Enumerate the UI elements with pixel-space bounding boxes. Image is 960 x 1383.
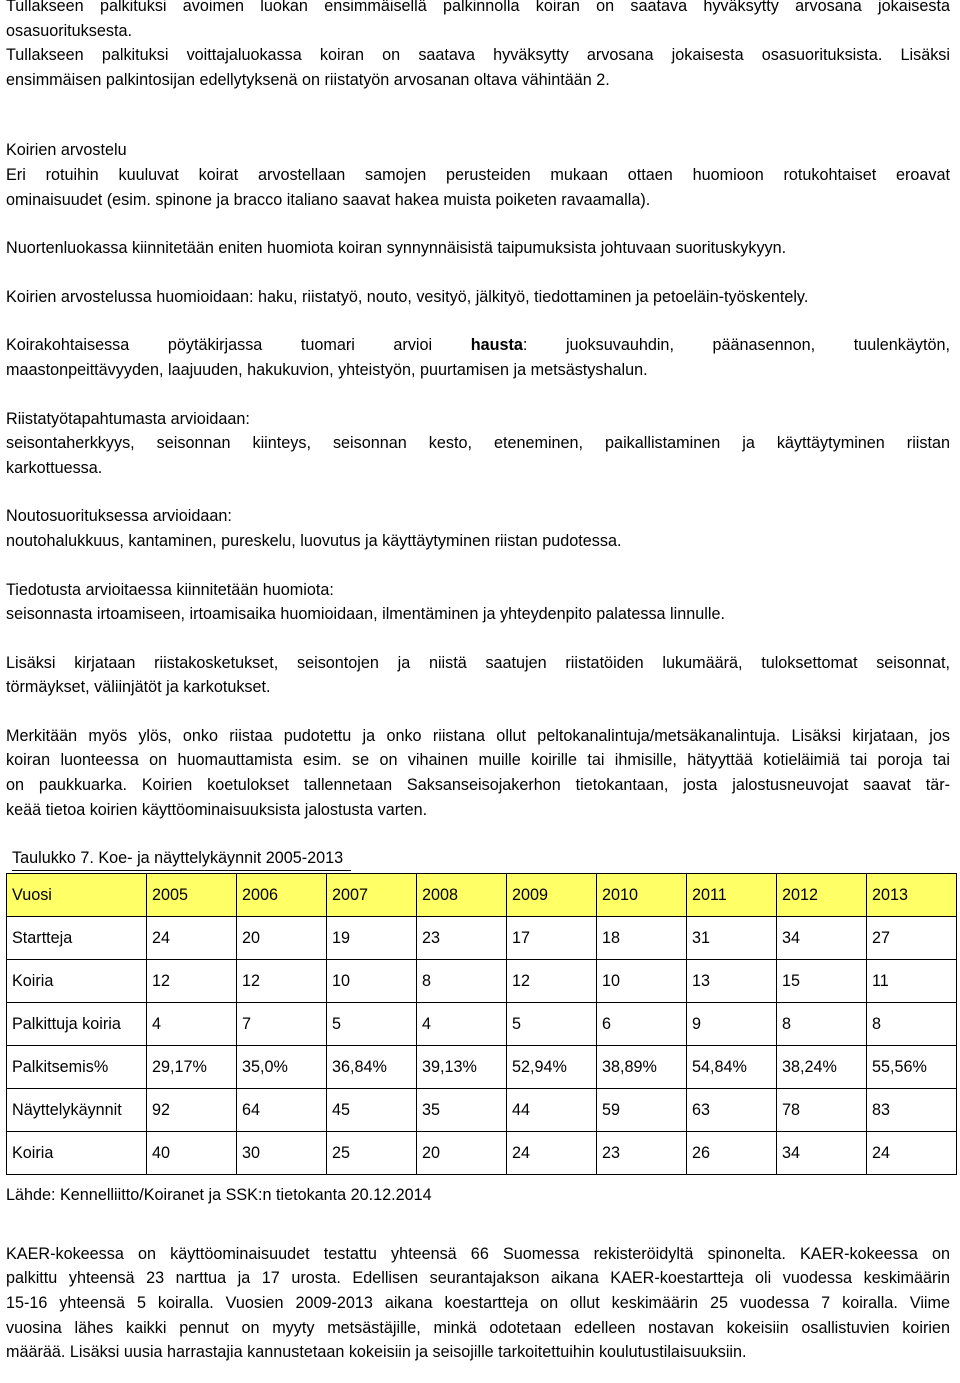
data-table (6, 873, 957, 1175)
paragraph-heading: Riistatyötapahtumasta arvioidaan: (6, 409, 250, 428)
table-cell: 34 (777, 1132, 867, 1175)
text-line: määrää. Lisäksi uusia harrastajia kannustetaan kokeisiin ja seisojille tarkoitettuihin koulutustilaisuuksiin. (6, 1343, 747, 1362)
table-cell: 38,89% (597, 1046, 687, 1089)
table-row (7, 1003, 957, 1046)
text-line: törmäykset, väliinjätöt ja karkotukset. (6, 678, 271, 697)
table-cell: 45 (327, 1089, 417, 1132)
table-cell: 8 (417, 960, 507, 1003)
paragraph (6, 163, 950, 212)
table-cell: 12 (237, 960, 327, 1003)
table-cell: 2006 (237, 874, 327, 917)
table-cell: 18 (597, 917, 687, 960)
table-cell: 11 (867, 960, 957, 1003)
row-label-cell: Startteja (7, 917, 147, 960)
table-cell: 55,56% (867, 1046, 957, 1089)
table-cell: 23 (417, 917, 507, 960)
text-line: palkittu yhteensä 23 narttua ja 17 urosta. Edellisen seurantajakson aikana KAER-koestartteja oli vuodessa keskimäärin (6, 1269, 950, 1288)
text-line (6, 333, 950, 358)
text-line: ensimmäisen palkintosijan edellytyksenä on riistatyön arvosanan oltava vähintään 2. (6, 70, 610, 89)
table-cell: 25 (327, 1132, 417, 1175)
table-cell: 35 (417, 1089, 507, 1132)
paragraph (6, 651, 950, 700)
text-line: seisontaherkkyys, seisonnan kiinteys, seisonnan kesto, eteneminen, paikallistaminen ja käyttäytyminen riistan (6, 434, 950, 453)
bold-term: hausta (470, 336, 523, 355)
table-cell: 24 (147, 917, 237, 960)
table-row (7, 917, 957, 960)
table-cell: 10 (327, 960, 417, 1003)
paragraph (6, 333, 950, 382)
table-cell: 20 (237, 917, 327, 960)
table-cell: 26 (687, 1132, 777, 1175)
table-cell: 23 (597, 1132, 687, 1175)
table-cell: 15 (777, 960, 867, 1003)
table-cell: 20 (417, 1132, 507, 1175)
table-cell: 54,84% (687, 1046, 777, 1089)
table-cell: 2010 (597, 874, 687, 917)
table-cell: 35,0% (237, 1046, 327, 1089)
paragraph-heading: Noutosuorituksessa arvioidaan: (6, 507, 232, 526)
text-line: keää tietoa koirien käyttöominaisuuksista jalostusta varten. (6, 800, 428, 819)
table-row (7, 960, 957, 1003)
table-cell: 2007 (327, 874, 417, 917)
table-cell: 8 (867, 1003, 957, 1046)
table-cell: 8 (777, 1003, 867, 1046)
text-line: osasuorituksesta. (6, 21, 132, 40)
table-cell: 38,24% (777, 1046, 867, 1089)
row-label-cell: Vuosi (7, 874, 147, 917)
text-span: Koirakohtaisessa pöytäkirjassa tuomari arvioi (6, 336, 471, 355)
document-page (6, 0, 950, 1365)
row-label-cell: Palkittuja koiria (7, 1003, 147, 1046)
text-line: KAER-kokeessa on käyttöominaisuudet testattu yhteensä 66 Suomessa rekisteröidyltä spinonelta. KAER-kokeessa on (6, 1244, 950, 1263)
row-label-cell: Koiria (7, 960, 147, 1003)
text-line: Eri rotuihin kuuluvat koirat arvostellaan samojen perusteiden mukaan ottaen huomioon rotukohtaiset eroavat (6, 165, 950, 184)
intro-paragraph (6, 0, 950, 92)
table-caption: Taulukko 7. Koe- ja näyttelykäynnit 2005-2013 (12, 846, 351, 871)
table-cell: 9 (687, 1003, 777, 1046)
table-cell: 12 (147, 960, 237, 1003)
paragraph (6, 407, 950, 481)
table-cell: 2008 (417, 874, 507, 917)
text-line: Merkitään myös ylös, onko riistaa pudotettu ja onko riistana ollut peltokanalintuja/metsäkanalintuja. Lisäksi kirjataan, jos (6, 726, 950, 745)
table-cell: 2009 (507, 874, 597, 917)
table-cell: 30 (237, 1132, 327, 1175)
text-line: karkottuessa. (6, 458, 103, 477)
table-cell: 64 (237, 1089, 327, 1132)
table-cell: 52,94% (507, 1046, 597, 1089)
table-cell: 24 (507, 1132, 597, 1175)
table-cell: 34 (777, 917, 867, 960)
table-cell: 29,17% (147, 1046, 237, 1089)
paragraph-heading: Tiedotusta arvioitaessa kiinnitetään huomiota: (6, 580, 334, 599)
table-cell: 31 (687, 917, 777, 960)
paragraph: Koirien arvostelussa huomioidaan: haku, riistatyö, nouto, vesityö, jälkityö, tiedottaminen ja petoeläin-työskentely. (6, 287, 809, 306)
table-cell: 17 (507, 917, 597, 960)
table-cell: 36,84% (327, 1046, 417, 1089)
table-cell: 2012 (777, 874, 867, 917)
table-cell: 10 (597, 960, 687, 1003)
row-label-cell: Palkitsemis% (7, 1046, 147, 1089)
text-line: ominaisuudet (esim. spinone ja bracco italiano saavat hakea muista poiketen ravaamalla). (6, 190, 651, 209)
table-cell: 12 (507, 960, 597, 1003)
text-line: maastonpeittävyyden, laajuuden, hakukuvion, yhteistyön, puurtamisen ja metsästyshalun. (6, 360, 648, 379)
table-cell: 4 (417, 1003, 507, 1046)
paragraph (6, 724, 950, 822)
table-cell: 2011 (687, 874, 777, 917)
text-line: on paukkuarka. Koirien koetulokset tallennetaan Saksanseisojakerhon tietokantaan, josta jalostusneuvojat saavat tär- (6, 776, 950, 795)
table-cell: 27 (867, 917, 957, 960)
text-line: koiran luonteessa on huomauttamista esim. se on vihainen muille koirille tai ihmisille, hätyyttää kotieläimiä tai poroja tai (6, 751, 950, 770)
text-line: Tullakseen palkituksi avoimen luokan ensimmäisellä palkinnolla koiran on saatava hyväksytty arvosana jokaisesta (6, 0, 950, 15)
text-line: Lisäksi kirjataan riistakosketukset, seisontojen ja niistä saatujen riistatöiden lukumäärä, tuloksettomat seisonnat, (6, 653, 950, 672)
text-line: noutohalukkuus, kantaminen, pureskelu, luovutus ja käyttäytyminen riistan pudotessa. (6, 531, 622, 550)
table-row (7, 1132, 957, 1175)
table-cell: 13 (687, 960, 777, 1003)
table-cell: 40 (147, 1132, 237, 1175)
kaer-paragraph (6, 1242, 950, 1365)
row-label-cell: Näyttelykäynnit (7, 1089, 147, 1132)
paragraph (6, 504, 950, 553)
table-source: Lähde: Kennelliitto/Koiranet ja SSK:n tietokanta 20.12.2014 (6, 1186, 432, 1205)
row-label-cell: Koiria (7, 1132, 147, 1175)
paragraph (6, 578, 950, 627)
table-cell: 39,13% (417, 1046, 507, 1089)
text-span: : juoksuvauhdin, päänasennon, tuulenkäytön, (522, 336, 950, 355)
section-heading: Koirien arvostelu (6, 141, 127, 160)
text-line: seisonnasta irtoamiseen, irtoamisaika huomioidaan, ilmentäminen ja yhteydenpito palatessa linnulle. (6, 605, 725, 624)
table-row (7, 1089, 957, 1132)
table-cell: 19 (327, 917, 417, 960)
table-cell: 5 (327, 1003, 417, 1046)
table-cell: 6 (597, 1003, 687, 1046)
table-cell: 4 (147, 1003, 237, 1046)
table-cell: 7 (237, 1003, 327, 1046)
table-cell: 83 (867, 1089, 957, 1132)
table-cell: 63 (687, 1089, 777, 1132)
table-cell: 78 (777, 1089, 867, 1132)
table-cell: 24 (867, 1132, 957, 1175)
table-row (7, 1046, 957, 1089)
table-cell: 2005 (147, 874, 237, 917)
text-line: vuosina lähes kaikki pennut on myyty metsästäjille, minkä odotetaan edelleen nostavan kokeisiin osallistuvien koirien (6, 1318, 950, 1337)
table-header-row (7, 874, 957, 917)
table-cell: 59 (597, 1089, 687, 1132)
text-line: Tullakseen palkituksi voittajaluokassa koiran on saatava hyväksytty arvosana jokaisesta osasuorituksista. Lisäksi (6, 46, 950, 65)
table-cell: 92 (147, 1089, 237, 1132)
text-line: 15-16 yhteensä 5 koiralla. Vuosien 2009-2013 aikana koestartteja on ollut keskimäärin 25 vuodessa 7 koiralla. Viime (6, 1294, 950, 1313)
table-cell: 44 (507, 1089, 597, 1132)
paragraph: Nuortenluokassa kiinnitetään eniten huomiota koiran synnynnäisistä taipumuksista johtuvaan suorituskykyyn. (6, 239, 787, 258)
table-cell: 5 (507, 1003, 597, 1046)
table-cell: 2013 (867, 874, 957, 917)
